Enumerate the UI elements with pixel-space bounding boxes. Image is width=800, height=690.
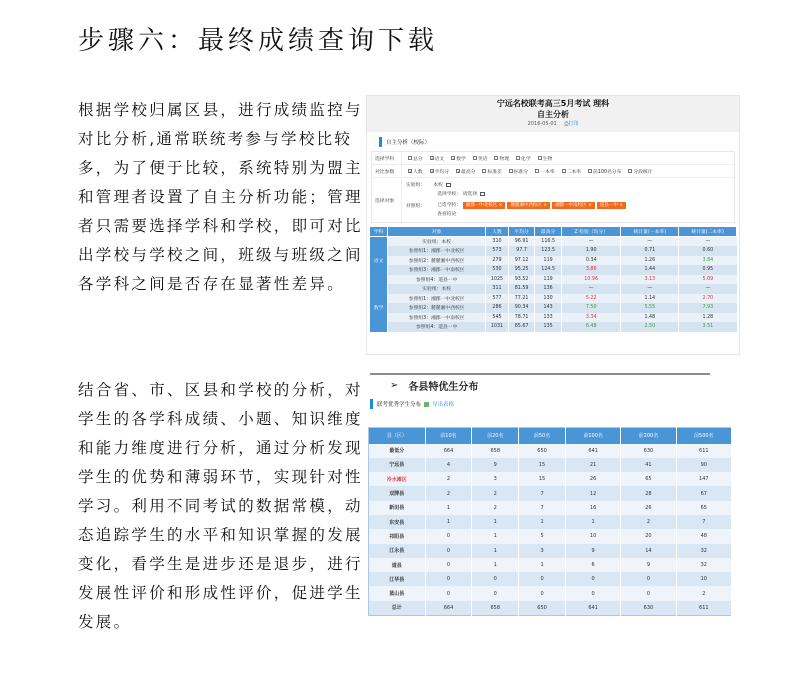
checkbox-5[interactable] bbox=[509, 168, 528, 175]
checkbox-label: 生物 bbox=[542, 156, 553, 162]
cell-s1: 5.55 bbox=[621, 303, 679, 313]
checkbox-1[interactable] bbox=[408, 155, 423, 162]
distribution-heading: ➢ 各县特优生分布 bbox=[390, 380, 479, 393]
cell-avg: 81.59 bbox=[508, 284, 535, 294]
unchecked-box-icon bbox=[535, 169, 539, 173]
checkbox-label: 一本率 bbox=[540, 169, 555, 175]
checkbox-3[interactable] bbox=[451, 155, 466, 162]
count-cell: 0 bbox=[425, 572, 472, 586]
section-marker bbox=[370, 399, 373, 409]
column-header: 前200名 bbox=[621, 428, 676, 444]
section-label: 自主分析（校际） bbox=[367, 135, 739, 149]
cell-z: 3.34 bbox=[561, 313, 621, 323]
view-conclusion-link[interactable]: 查看结论 bbox=[437, 212, 457, 217]
cell-n: 310 bbox=[486, 237, 509, 247]
cell-s1: 1.44 bbox=[621, 265, 679, 275]
count-cell: 0 bbox=[425, 558, 472, 572]
count-cell: 15 bbox=[519, 472, 566, 486]
count-cell: 20 bbox=[621, 529, 676, 543]
column-header: 统计量(二本率) bbox=[679, 227, 737, 237]
checkbox-7[interactable] bbox=[562, 168, 581, 175]
cell-s1: — bbox=[621, 284, 679, 294]
cell-max: 119 bbox=[535, 256, 562, 266]
column-header: 前20名 bbox=[472, 428, 519, 444]
cell-s1: 0.71 bbox=[621, 246, 679, 256]
column-header: 县（区） bbox=[369, 428, 426, 444]
cell-obj: 参照组2：麓麓湘中西校区 bbox=[388, 256, 486, 266]
unchecked-box-icon bbox=[408, 156, 412, 160]
checkbox-label: 二本率 bbox=[566, 169, 582, 175]
checkbox-label: 人数 bbox=[413, 169, 423, 175]
analysis-header bbox=[367, 96, 739, 132]
count-cell: 658 bbox=[472, 444, 519, 458]
count-cell: 1 bbox=[472, 515, 519, 529]
distribution-screenshot bbox=[366, 395, 740, 625]
table-row bbox=[370, 246, 737, 256]
count-cell: 611 bbox=[676, 601, 731, 615]
page-title: 步骤六：最终成绩查询下载 bbox=[78, 26, 439, 56]
count-cell: 0 bbox=[565, 586, 620, 600]
school-tag[interactable]: 道县一中 × bbox=[597, 202, 626, 209]
count-cell: 0 bbox=[565, 572, 620, 586]
count-cell: 147 bbox=[676, 472, 731, 486]
column-header: 前500名 bbox=[676, 428, 731, 444]
checkbox-8[interactable] bbox=[588, 168, 621, 175]
printer-icon: ⎙ bbox=[564, 121, 569, 127]
count-cell: 0 bbox=[472, 572, 519, 586]
count-cell: 90 bbox=[676, 458, 731, 472]
cell-max: 135 bbox=[535, 322, 562, 332]
cell-avg: 93.52 bbox=[508, 275, 535, 285]
column-header: 前100名 bbox=[565, 428, 620, 444]
county-name: 新田县 bbox=[369, 501, 426, 515]
count-cell: 65 bbox=[621, 472, 676, 486]
cell-z: — bbox=[561, 284, 621, 294]
cell-s2: 0.60 bbox=[679, 246, 737, 256]
cell-n: 545 bbox=[486, 313, 509, 323]
cell-obj: 参照组4：道县一中 bbox=[388, 322, 486, 332]
county-name: 蓝山县 bbox=[369, 586, 426, 600]
count-cell: 10 bbox=[676, 572, 731, 586]
table-row bbox=[370, 284, 737, 294]
count-cell: 630 bbox=[621, 601, 676, 615]
print-link[interactable]: ⎙打印 bbox=[564, 121, 579, 127]
count-cell: 32 bbox=[676, 558, 731, 572]
cell-n: 1025 bbox=[486, 275, 509, 285]
checked-box-icon: ✓ bbox=[409, 169, 413, 174]
checked-box-icon: ✓ bbox=[452, 156, 456, 161]
checkbox-label: 标准分 bbox=[513, 169, 529, 175]
table-row bbox=[370, 303, 737, 313]
cell-avg: 97.7 bbox=[508, 246, 535, 256]
table-row bbox=[370, 265, 737, 275]
count-cell: 0 bbox=[519, 586, 566, 600]
checkbox-label: 平均分 bbox=[434, 169, 450, 175]
cell-z: 10.96 bbox=[561, 275, 621, 285]
count-cell: 0 bbox=[519, 572, 566, 586]
checkbox-label: 化学 bbox=[521, 156, 531, 162]
table-row bbox=[370, 256, 737, 266]
checkbox-label: 物理 bbox=[499, 156, 510, 162]
checkbox-1[interactable] bbox=[408, 168, 423, 175]
cell-s2: — bbox=[679, 237, 737, 247]
count-cell: 21 bbox=[565, 458, 620, 472]
cell-n: 573 bbox=[486, 246, 509, 256]
cell-s1: 1.48 bbox=[621, 313, 679, 323]
divider bbox=[370, 373, 710, 375]
cell-avg: 95.25 bbox=[508, 265, 535, 275]
cell-n: 1031 bbox=[486, 322, 509, 332]
cell-z: — bbox=[561, 237, 621, 247]
count-cell: 16 bbox=[565, 501, 620, 515]
county-name: 冷水滩区 bbox=[369, 472, 426, 486]
cell-s1: 1.14 bbox=[621, 294, 679, 304]
count-cell: 7 bbox=[519, 501, 566, 515]
cell-obj: 参照组1：湘郡一中北校区 bbox=[388, 294, 486, 304]
cell-max: 130 bbox=[535, 294, 562, 304]
unchecked-box-icon bbox=[562, 169, 566, 173]
table-row bbox=[370, 313, 737, 323]
cell-obj: 实验组：本校 bbox=[388, 237, 486, 247]
school-select[interactable]: 请选择 bbox=[463, 192, 485, 197]
checkbox-6[interactable] bbox=[516, 155, 531, 162]
cell-s2: 7.93 bbox=[679, 303, 737, 313]
checkbox-label: 前100名分布 bbox=[593, 169, 622, 175]
count-cell: 7 bbox=[676, 515, 731, 529]
cell-max: 136 bbox=[535, 284, 562, 294]
subject-cell: 语文 bbox=[370, 237, 388, 285]
column-header: 最高分 bbox=[535, 227, 562, 237]
count-cell: 1 bbox=[472, 529, 519, 543]
count-cell: 1 bbox=[472, 544, 519, 558]
cell-avg: 78.71 bbox=[508, 313, 535, 323]
cell-n: 577 bbox=[486, 294, 509, 304]
cell-max: 133 bbox=[535, 313, 562, 323]
cell-z: 0.34 bbox=[561, 256, 621, 266]
table-row bbox=[370, 294, 737, 304]
table-row bbox=[369, 558, 732, 572]
count-cell: 9 bbox=[565, 544, 620, 558]
count-cell: 6 bbox=[565, 558, 620, 572]
count-cell: 12 bbox=[565, 486, 620, 500]
cell-s1: 3.13 bbox=[621, 275, 679, 285]
table-row bbox=[370, 322, 737, 332]
subject-cell: 数学 bbox=[370, 284, 388, 332]
excel-icon bbox=[424, 402, 429, 407]
analysis-screenshot bbox=[366, 95, 740, 355]
cell-max: 124.5 bbox=[535, 265, 562, 275]
cell-n: 530 bbox=[486, 265, 509, 275]
column-header: 前10名 bbox=[425, 428, 472, 444]
subject-row: 选择学科 总分 ✓ 语文 ✓ 数学 英语 物理 化学 生物 bbox=[372, 152, 734, 165]
cell-max: 123.5 bbox=[535, 246, 562, 256]
unchecked-box-icon bbox=[628, 169, 632, 173]
cell-s1: 1.26 bbox=[621, 256, 679, 266]
count-cell: 3 bbox=[519, 544, 566, 558]
distribution-table bbox=[368, 427, 732, 616]
unchecked-box-icon bbox=[482, 169, 486, 173]
table-row bbox=[369, 458, 732, 472]
table-row bbox=[369, 472, 732, 486]
cell-avg: 96.91 bbox=[508, 237, 535, 247]
comparison-table bbox=[369, 226, 737, 332]
count-cell: 9 bbox=[472, 458, 519, 472]
count-cell: 658 bbox=[472, 601, 519, 615]
cell-z: 6.48 bbox=[561, 322, 621, 332]
checkbox-label: 最高分 bbox=[461, 169, 476, 175]
table-row bbox=[369, 529, 732, 543]
count-cell: 641 bbox=[565, 601, 620, 615]
cell-avg: 97.12 bbox=[508, 256, 535, 266]
cell-n: 286 bbox=[486, 303, 509, 313]
school-tag[interactable]: 麓麓湘中西校区 × bbox=[507, 202, 550, 209]
table-row bbox=[369, 572, 732, 586]
county-name: 双牌县 bbox=[369, 486, 426, 500]
checkbox-2[interactable] bbox=[430, 168, 449, 175]
school-tag[interactable]: 湘郡一中北校区 × bbox=[463, 202, 506, 209]
column-header: 人数 bbox=[486, 227, 509, 237]
table-row bbox=[369, 486, 732, 500]
cell-obj: 参照组1：湘郡一中北校区 bbox=[388, 246, 486, 256]
table-row bbox=[369, 601, 732, 615]
count-cell: 0 bbox=[621, 586, 676, 600]
count-cell: 7 bbox=[519, 486, 566, 500]
count-cell: 650 bbox=[519, 444, 566, 458]
county-name: 江华县 bbox=[369, 572, 426, 586]
intro-paragraph-1: 根据学校归属区县，进行成绩监控与对比分析,通常联统考参与学校比较多，为了便于比较，系统特别为盟主和管理者设置了自主分析功能；管理者只需要选择学科和学校，即可对比出学校与学校之间，班级与班级之间各学科之间是否存在显著性差异。 bbox=[78, 101, 363, 293]
checkbox-label: 数学 bbox=[456, 156, 466, 162]
checkbox-label: 标准差 bbox=[487, 169, 502, 175]
checkbox-label: 英语 bbox=[477, 156, 488, 162]
count-cell: 67 bbox=[676, 486, 731, 500]
cell-z: 7.50 bbox=[561, 303, 621, 313]
cell-s2: — bbox=[679, 284, 737, 294]
export-table-link[interactable]: 导出表格 bbox=[432, 402, 455, 408]
table-row bbox=[369, 515, 732, 529]
count-cell: 1 bbox=[425, 515, 472, 529]
cell-avg: 85.67 bbox=[508, 322, 535, 332]
column-header: 学科 bbox=[370, 227, 388, 237]
count-cell: 4 bbox=[425, 458, 472, 472]
cell-z: 3.86 bbox=[561, 265, 621, 275]
count-cell: 10 bbox=[565, 529, 620, 543]
table-row bbox=[370, 237, 737, 247]
count-cell: 0 bbox=[425, 529, 472, 543]
count-cell: 611 bbox=[676, 444, 731, 458]
county-name: 祁阳县 bbox=[369, 529, 426, 543]
checkbox-4[interactable] bbox=[482, 168, 501, 175]
checked-box-icon: ✓ bbox=[430, 156, 434, 161]
section-marker bbox=[379, 137, 382, 147]
checked-box-icon: ✓ bbox=[457, 169, 461, 174]
count-cell: 1 bbox=[519, 515, 566, 529]
dropdown-icon bbox=[446, 183, 451, 187]
cell-obj: 参照组4：道县一中 bbox=[388, 275, 486, 285]
cell-obj: 实验组：本校 bbox=[388, 284, 486, 294]
exam-title: 宁远名校联考高三5月考试 理科 bbox=[496, 99, 610, 108]
count-cell: 9 bbox=[621, 558, 676, 572]
analysis-title: 自主分析 bbox=[537, 110, 569, 119]
table-row bbox=[369, 586, 732, 600]
cell-s2: 1.28 bbox=[679, 313, 737, 323]
cell-max: 119 bbox=[535, 275, 562, 285]
cell-s2: 3.84 bbox=[679, 256, 737, 266]
county-name: 道县 bbox=[369, 558, 426, 572]
count-cell: 28 bbox=[621, 486, 676, 500]
chosen-school-tags bbox=[463, 202, 626, 209]
count-cell: 2 bbox=[472, 501, 519, 515]
cell-s1: — bbox=[621, 237, 679, 247]
exam-date: 2016-05-01 bbox=[527, 121, 557, 127]
exp-group-select[interactable]: 本校 bbox=[433, 181, 626, 190]
column-header: 统计量(一本率) bbox=[621, 227, 679, 237]
count-cell: 0 bbox=[472, 586, 519, 600]
subject-options bbox=[402, 155, 552, 162]
cell-max: 116.5 bbox=[535, 237, 562, 247]
cell-z: 1.90 bbox=[561, 246, 621, 256]
count-cell: 32 bbox=[676, 544, 731, 558]
cell-n: 311 bbox=[486, 284, 509, 294]
county-name: 最低分 bbox=[369, 444, 426, 458]
count-cell: 0 bbox=[621, 572, 676, 586]
count-cell: 14 bbox=[621, 544, 676, 558]
count-cell: 1 bbox=[472, 558, 519, 572]
count-cell: 2 bbox=[621, 515, 676, 529]
target-row: 选择对象 实验组： 对照组： 本校 选择学校： 请选择 已选学校： 湘郡一中北校区 × 麓麓湘中西校区 × 湘郡一中南校区 × 道县一中 × 查看结论 bbox=[372, 178, 734, 222]
checkbox-5[interactable] bbox=[494, 155, 509, 162]
count-cell: 2 bbox=[472, 486, 519, 500]
count-cell: 15 bbox=[519, 458, 566, 472]
unchecked-box-icon bbox=[509, 169, 513, 173]
school-tag[interactable]: 湘郡一中南校区 × bbox=[552, 202, 595, 209]
cell-s2: 3.51 bbox=[679, 322, 737, 332]
count-cell: 3 bbox=[472, 472, 519, 486]
count-cell: 664 bbox=[425, 601, 472, 615]
county-name: 总计 bbox=[369, 601, 426, 615]
cell-s2: 2.70 bbox=[679, 294, 737, 304]
unchecked-box-icon bbox=[473, 156, 477, 160]
count-cell: 630 bbox=[621, 444, 676, 458]
count-cell: 2 bbox=[676, 586, 731, 600]
count-cell: 664 bbox=[425, 444, 472, 458]
count-cell: 650 bbox=[519, 601, 566, 615]
analysis-form bbox=[371, 151, 735, 223]
cell-obj: 参照组3：湘郡一中南校区 bbox=[388, 313, 486, 323]
count-cell: 1 bbox=[425, 501, 472, 515]
checkbox-label: 总分 bbox=[413, 156, 423, 162]
count-cell: 1 bbox=[565, 515, 620, 529]
cell-avg: 90.34 bbox=[508, 303, 535, 313]
cell-z: 5.22 bbox=[561, 294, 621, 304]
cell-s1: 2.50 bbox=[621, 322, 679, 332]
checkbox-4[interactable] bbox=[473, 155, 488, 162]
table-row bbox=[370, 275, 737, 285]
checkbox-2[interactable] bbox=[430, 155, 445, 162]
dropdown-icon bbox=[480, 192, 485, 196]
unchecked-box-icon bbox=[588, 169, 592, 173]
checkbox-label: 分段统计 bbox=[633, 169, 653, 175]
cell-s2: 0.95 bbox=[679, 265, 737, 275]
checkbox-6[interactable] bbox=[535, 168, 554, 175]
checked-box-icon: ✓ bbox=[430, 169, 434, 174]
count-cell: 2 bbox=[425, 486, 472, 500]
table-row bbox=[369, 444, 732, 458]
checkbox-label: 语文 bbox=[434, 156, 445, 162]
table-row bbox=[369, 501, 732, 515]
unchecked-box-icon bbox=[538, 156, 542, 160]
checkbox-9[interactable] bbox=[628, 168, 652, 175]
cell-n: 279 bbox=[486, 256, 509, 266]
count-cell: 641 bbox=[565, 444, 620, 458]
count-cell: 1 bbox=[519, 558, 566, 572]
cell-s2: 5.09 bbox=[679, 275, 737, 285]
count-cell: 26 bbox=[621, 501, 676, 515]
unchecked-box-icon bbox=[516, 156, 520, 160]
arrow-icon: ➢ bbox=[390, 380, 399, 391]
param-row: 对比参数 ✓ 人数 ✓ 平均分 ✓ 最高分 标准差 标准分 一本率 二本率 前100名分布 分段统计 bbox=[372, 165, 734, 178]
checkbox-7[interactable] bbox=[538, 155, 553, 162]
intro-paragraph-2: 结合省、市、区县和学校的分析，对学生的各学科成绩、小题、知识维度和能力维度进行分析，通过分析发现学生的优势和薄弱环节，实现针对性学习。利用不同考试的数据常模，动态追踪学生的水平和知识掌握的发展变化，看学生是进步还是退步，进行发展性评价和形成性评价，促进学生发展。 bbox=[78, 381, 363, 631]
table-row bbox=[369, 544, 732, 558]
cell-obj: 参照组3：湘郡一中南校区 bbox=[388, 265, 486, 275]
county-name: 东安县 bbox=[369, 515, 426, 529]
cell-obj: 参照组2：麓麓湘中西校区 bbox=[388, 303, 486, 313]
checkbox-3[interactable] bbox=[456, 168, 475, 175]
column-header: Z 检验（均分） bbox=[561, 227, 621, 237]
param-options bbox=[402, 168, 653, 175]
county-name: 宁远县 bbox=[369, 458, 426, 472]
column-header: 前50名 bbox=[519, 428, 566, 444]
county-name: 江永县 bbox=[369, 544, 426, 558]
count-cell: 48 bbox=[676, 529, 731, 543]
unchecked-box-icon bbox=[494, 156, 498, 160]
column-header: 对象 bbox=[388, 227, 486, 237]
column-header: 平均分 bbox=[508, 227, 535, 237]
count-cell: 2 bbox=[425, 472, 472, 486]
count-cell: 41 bbox=[621, 458, 676, 472]
count-cell: 26 bbox=[565, 472, 620, 486]
count-cell: 65 bbox=[676, 501, 731, 515]
cell-avg: 77.21 bbox=[508, 294, 535, 304]
distribution-section-label: 联考优秀学生分布 导出表格 bbox=[366, 397, 740, 411]
count-cell: 0 bbox=[425, 586, 472, 600]
count-cell: 0 bbox=[425, 544, 472, 558]
count-cell: 5 bbox=[519, 529, 566, 543]
cell-max: 143 bbox=[535, 303, 562, 313]
